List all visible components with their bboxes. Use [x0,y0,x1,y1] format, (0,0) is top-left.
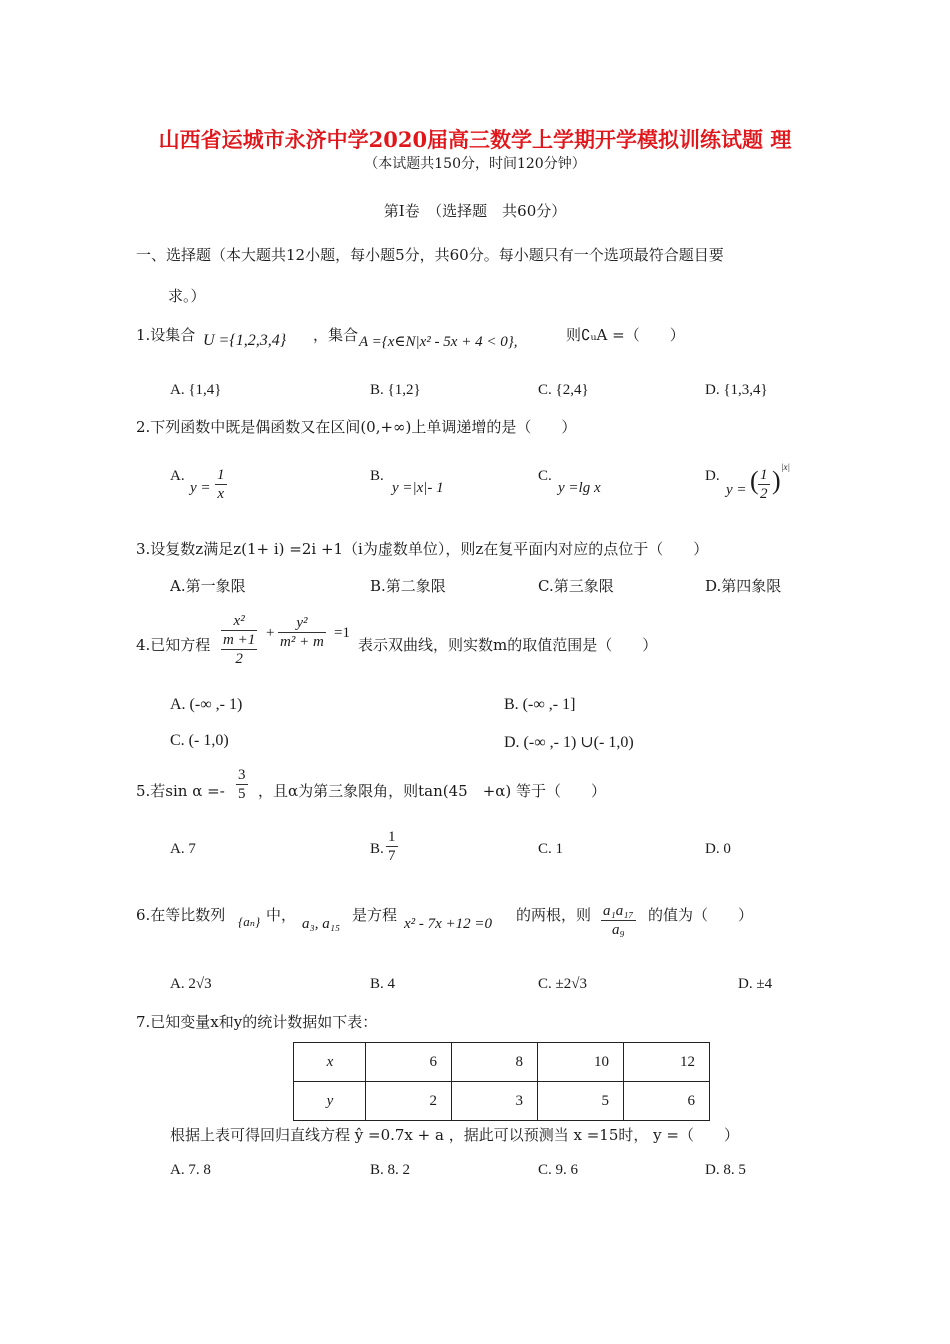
q6-mid-3: 的两根，则 [516,906,592,924]
q6-mid-1: 中， [266,906,297,924]
q2-option-d-fraction [758,466,770,503]
q4-f1-denominator-bottom: 2 [235,651,243,667]
q6-mid-2: 是方程 [352,906,398,924]
q3-option-c: C.第三象限 [538,577,614,595]
q2-option-d-lhs: y = [726,482,747,498]
table-cell: 3 [452,1082,538,1121]
table-row [294,1043,710,1082]
q6-equation: x² - 7x +12 =0 [404,916,493,932]
q3-option-b: B.第二象限 [370,577,446,595]
q2-option-a-lhs: y = [190,480,211,496]
q4-option-a: A. (-∞ ,- 1) [170,696,243,713]
q4-plus: + [266,625,275,641]
q6-terms: a₃, a₁₅ [302,916,341,932]
q2-option-c-label: C. [538,468,552,484]
q6-fraction [601,902,636,939]
q4-option-b: B. (-∞ ,- 1] [504,696,576,713]
q2-d-numerator: 1 [760,467,768,483]
q4-f1-denominator-top: m +1 [223,632,256,648]
q2-a-denominator: x [217,486,225,502]
q6-numerator: a₁a₁₇ [603,903,634,919]
q1-option-a: A. {1,4} [170,382,222,398]
q5-prefix: 5.若sin α =- [136,782,225,800]
q6-suffix: 的值为（ ） [648,906,754,924]
table-row [294,1082,710,1121]
q6-option-b: B. 4 [370,976,396,992]
table-row-label-y: y [294,1082,366,1121]
q4-f1-numerator: x² [221,612,257,631]
q2-d-denominator: 2 [760,486,768,502]
document-subtitle: （本试题共150分，时间120分钟） [364,156,586,172]
table-cell: 2 [366,1082,452,1121]
q1-option-b: B. {1,2} [370,382,421,398]
table-cell: 8 [452,1043,538,1082]
table-row-label-x: x [294,1043,366,1082]
q6-denominator: a₉ [611,922,625,938]
table-cell: 6 [624,1082,710,1121]
q3-option-d: D.第四象限 [705,577,782,595]
q4-f2-numerator: y² [278,614,326,633]
q1-set-u: U ={1,2,3,4} [203,332,287,349]
q1-stem-a: 1.设集合 [136,326,196,344]
section-heading: 第Ⅰ卷 （选择题 共60分） [383,202,567,220]
q1-option-d: D. {1,3,4} [705,382,768,398]
q4-f2-denominator: m² + m [280,634,324,650]
q4-prefix: 4.已知方程 [136,636,211,654]
q5-option-d: D. 0 [705,841,731,857]
q7-option-a: A. 7. 8 [170,1162,211,1178]
q2-d-right-paren: ) [772,466,781,495]
instructions-line-2: 求。） [168,287,206,305]
q2-option-c-expr: y =lg x [558,480,601,496]
q4-fraction-2 [278,614,326,651]
q1-set-a: A ={x∈N|x² - 5x + 4 < 0}, [359,334,518,350]
instructions-line-1: 一、选择题（本大题共12小题，每小题5分，共60分。每小题只有一个选项最符合题目要 [136,246,724,264]
q4-fraction-1 [221,612,257,668]
q6-prefix: 6.在等比数列 [136,906,226,924]
q2-option-a-fraction [215,466,227,503]
q7-option-d: D. 8. 5 [705,1162,746,1178]
q4-equals: =1 [334,625,350,641]
q5-option-c: C. 1 [538,841,564,857]
q2-option-b-expr: y =|x|- 1 [392,480,444,496]
q6-option-c: C. ±2√3 [538,976,587,992]
q1-option-c: C. {2,4} [538,382,589,398]
q7-stem: 7.已知变量x和y的统计数据如下表： [136,1013,378,1031]
table-cell: 6 [366,1043,452,1082]
q6-sequence: {aₙ} [238,914,261,929]
q5-option-a: A. 7 [170,841,196,857]
q2-option-d-label: D. [705,468,720,484]
q3-stem: 3.设复数z满足z(1+ i) =2i +1（i为虚数单位），则z在复平面内对应的点位于（ ） [136,540,709,558]
q2-d-left-paren: ( [750,466,759,495]
q5-suffix: ，且α为第三象限角，则tan(45 +α) 等于（ ） [258,782,607,800]
q5-fraction [236,766,248,803]
document-title: 山西省运城市永济中学2020届高三数学上学期开学模拟训练试题 理 [158,127,792,152]
q1-stem-c: 则∁ᵤA =（ ） [566,326,685,344]
q7-option-c: C. 9. 6 [538,1162,579,1178]
q5-numerator: 3 [238,767,246,783]
table-cell: 5 [538,1082,624,1121]
q2-d-exponent: |x| [781,462,790,472]
q2-option-b-label: B. [370,468,384,484]
q1-stem [136,324,195,345]
q6-option-a: A. 2√3 [170,976,212,992]
q1-stem-b: ，集合 [313,326,359,344]
q4-suffix: 表示双曲线，则实数m的取值范围是（ ） [358,636,658,654]
q2-a-numerator: 1 [217,467,225,483]
q2-stem: 2.下列函数中既是偶函数又在区间(0,+∞)上单调递增的是（ ） [136,418,577,436]
q5-b-denominator: 7 [388,848,396,864]
q7-follow-up: 根据上表可得回归直线方程 ŷ =0.7x + a ，据此可以预测当 x =15时， y =（ ） [170,1126,739,1144]
q6-option-d: D. ±4 [738,976,773,992]
q3-option-a: A.第一象限 [170,577,246,595]
q4-option-c: C. (- 1,0) [170,732,229,749]
table-cell: 12 [624,1043,710,1082]
q7-data-table [293,1042,710,1121]
q5-option-b-fraction [386,828,398,865]
q5-option-b-label: B. [370,841,384,857]
table-cell: 10 [538,1043,624,1082]
q5-denominator: 5 [238,786,246,802]
q7-option-b: B. 8. 2 [370,1162,411,1178]
q4-option-d: D. (-∞ ,- 1) ∪(- 1,0) [504,734,634,751]
q5-b-numerator: 1 [388,829,396,845]
q2-option-a-label: A. [170,468,185,484]
